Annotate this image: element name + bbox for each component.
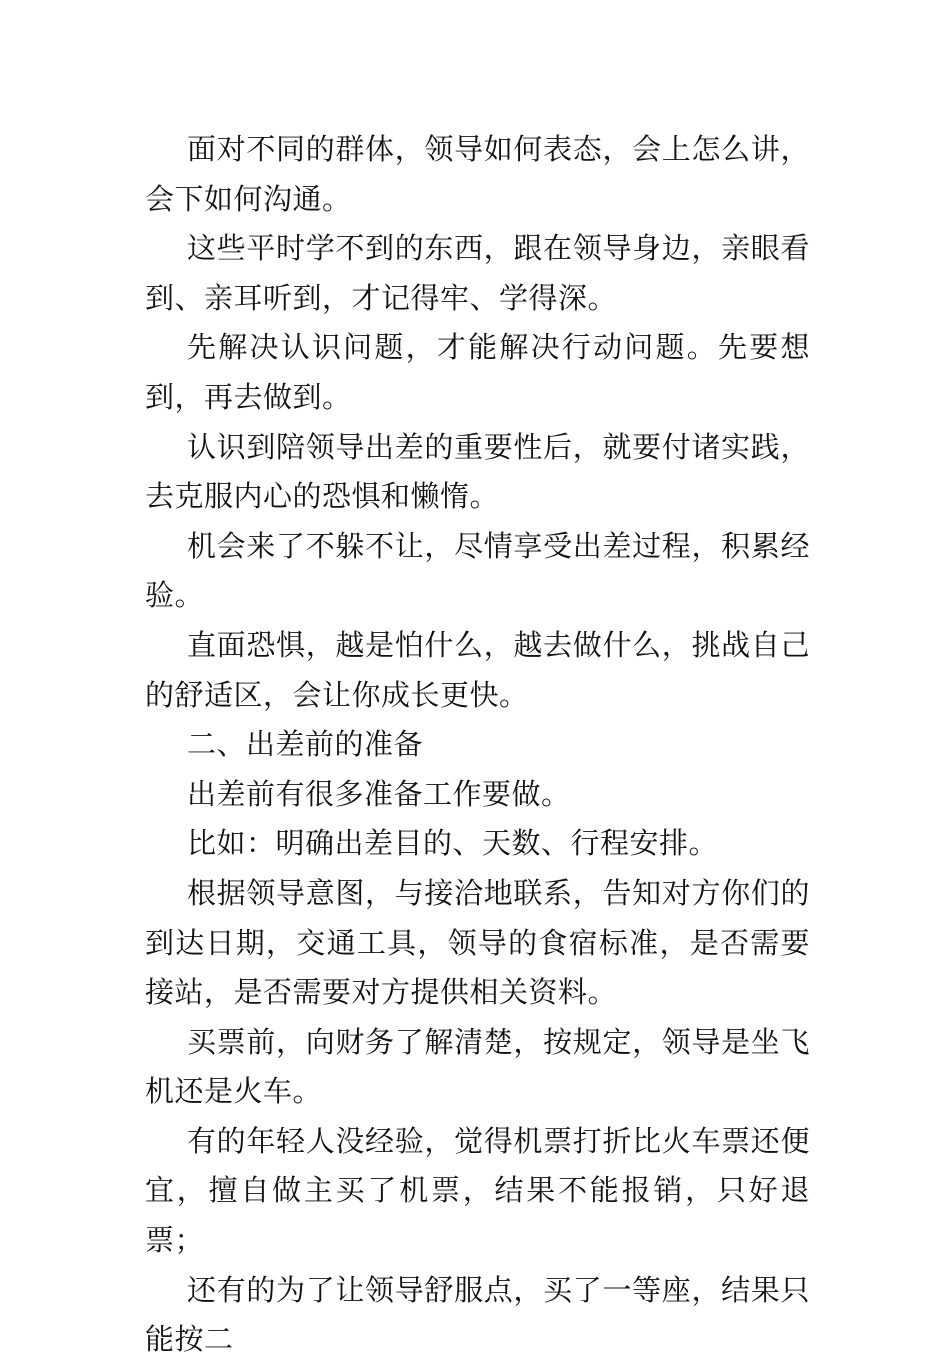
paragraph-10: 买票前，向财务了解清楚，按规定，领导是坐飞机还是火车。 xyxy=(145,1024,810,1109)
paragraph-7: 出差前有很多准备工作要做。 xyxy=(187,776,571,811)
paragraph-5: 机会来了不躲不让，尽情享受出差过程，积累经验。 xyxy=(145,528,810,613)
paragraph-3: 先解决认识问题，才能解决行动问题。先要想到，再去做到。 xyxy=(145,330,810,414)
paragraph-11: 有的年轻人没经验，觉得机票打折比火车票还便宜，擅自做主买了机票，结果不能报销，只好退票； xyxy=(145,1123,810,1258)
section-heading: 二、出差前的准备 xyxy=(187,727,424,762)
paragraph-2: 这些平时学不到的东西，跟在领导身边，亲眼看到、亲耳听到，才记得牢、学得深。 xyxy=(145,231,810,315)
paragraph-12: 还有的为了让领导舒服点，买了一等座，结果只能按二 xyxy=(145,1272,810,1357)
paragraph-9: 根据领导意图，与接洽地联系，告知对方你们的到达日期，交通工具，领导的食宿标准，是否需要接站，是否需要对方提供相关资料。 xyxy=(145,875,810,1010)
paragraph-8: 比如：明确出差目的、天数、行程安排。 xyxy=(187,826,719,861)
document-body xyxy=(145,125,810,1365)
paragraph-1: 面对不同的群体，领导如何表态，会上怎么讲，会下如何沟通。 xyxy=(145,132,810,216)
paragraph-6: 直面恐惧，越是怕什么，越去做什么，挑战自己的舒适区，会让你成长更快。 xyxy=(145,627,810,712)
paragraph-4: 认识到陪领导出差的重要性后，就要付诸实践，去克服内心的恐惧和懒惰。 xyxy=(145,429,810,514)
